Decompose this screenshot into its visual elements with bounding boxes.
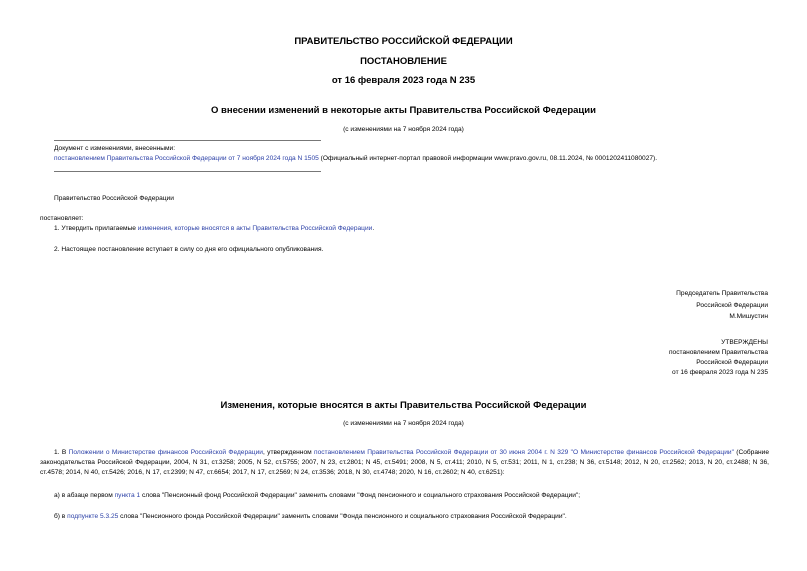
p1-middle: , утвержденном — [262, 449, 315, 456]
annex-paragraph-1 — [40, 448, 769, 478]
p1-sources: (Собрание законодательства Российской Федерации, 2004, N 31, ст.3258; 2005, N 52, ст.5755; 2007, N 23, ст.2801; N 45, ст.5491; 2008, N 5, ст.411; 2010, N 5, ст.531; 2011, N 1, ст.238; N 36, ст.5148; 2012, N 20, ст.2562; 2013, N 20, ст.2488; N 36, ст.4578; 2014, N 40, ст.5426; 2016, N 17, ст.2399; N 47, ст.6654; 2017, N 17, ст.2569; N 24, ст.3536; 2018, N 30, ст.4748; 2020, N 16, ст.2602; N 40, ст.6251): — [40, 449, 769, 476]
decrees-label: постановляет: — [40, 215, 84, 222]
item-1-prefix: 1. Утвердить прилагаемые — [54, 225, 138, 232]
subitem-a-prefix: а) в абзаце первом — [54, 492, 115, 499]
signature-line-1: Председатель Правительства — [676, 290, 768, 297]
annex-amended-note: (с изменениями на 7 ноября 2024 года) — [343, 420, 464, 427]
amended-note: (с изменениями на 7 ноября 2024 года) — [343, 126, 464, 133]
mof-regulation-link[interactable]: Положении о Министерстве финансов Российской Федерации — [68, 449, 263, 456]
signature-line-2: Российской Федерации — [696, 301, 768, 309]
signature-block — [676, 288, 768, 323]
approved-line-2: постановлением Правительства — [668, 349, 768, 356]
amending-decree-link[interactable]: постановлением Правительства Российской Федерации от 7 ноября 2024 года N 1505 — [54, 155, 319, 162]
changes-source: (Официальный интернет-портал правовой информации www.pravo.gov.ru, 08.11.2024, № 0001202411080027). — [318, 155, 658, 162]
approved-line-3: Российской Федерации — [696, 359, 768, 366]
changes-reference — [54, 155, 657, 162]
subpoint-5-3-25-link[interactable]: подпункте 5.3.25 — [67, 513, 119, 520]
approved-line-1: УТВЕРЖДЕНЫ — [721, 339, 768, 346]
annex-subitem-a — [54, 492, 580, 499]
subitem-a-text: слова "Пенсионный фонд Российской Федерации" заменить словами "Фонд пенсионного и социального страхования Российской Федерации"; — [140, 492, 581, 499]
annex-title: Изменения, которые вносятся в акты Правительства Российской Федерации — [220, 400, 587, 411]
approved-line-4: от 16 февраля 2023 года N 235 — [672, 369, 768, 376]
subitem-b-prefix: б) в — [54, 513, 68, 520]
signature-line-3: М.Мишустин — [729, 313, 768, 320]
approved-block — [669, 338, 768, 378]
header-org: ПРАВИТЕЛЬСТВО РОССИЙСКОЙ ФЕДЕРАЦИИ — [294, 36, 513, 47]
subitem-b-text: слова "Пенсионного фонда Российской Федерации" заменить словами "Фонда пенсионного и социального страхования Российской Федерации". — [118, 513, 567, 520]
point-1-link[interactable]: пункта 1 — [114, 492, 141, 499]
header-doc-type: ПОСТАНОВЛЕНИЕ — [360, 56, 447, 67]
document-title: О внесении изменений в некоторые акты Правительства Российской Федерации — [211, 105, 596, 116]
item-2: 2. Настоящее постановление вступает в силу со дня его официального опубликования. — [54, 246, 324, 253]
annex-link[interactable]: изменения, которые вносятся в акты Правительства Российской Федерации — [137, 225, 373, 232]
item-1-suffix: . — [372, 225, 375, 232]
changes-intro: Документ с изменениями, внесенными: — [54, 145, 176, 152]
annex-subitem-b — [54, 513, 567, 520]
divider-top — [54, 140, 321, 141]
item-1 — [54, 225, 374, 232]
decree-329-link[interactable]: постановлением Правительства Российской Федерации от 30 июня 2004 г. N 329 "О Министерстве финансов Российской Федерации" — [314, 449, 734, 456]
government-label: Правительство Российской Федерации — [54, 195, 174, 202]
header-date-number: от 16 февраля 2023 года N 235 — [331, 75, 476, 86]
p1-prefix: 1. В — [54, 449, 69, 456]
divider-bottom — [54, 171, 321, 172]
